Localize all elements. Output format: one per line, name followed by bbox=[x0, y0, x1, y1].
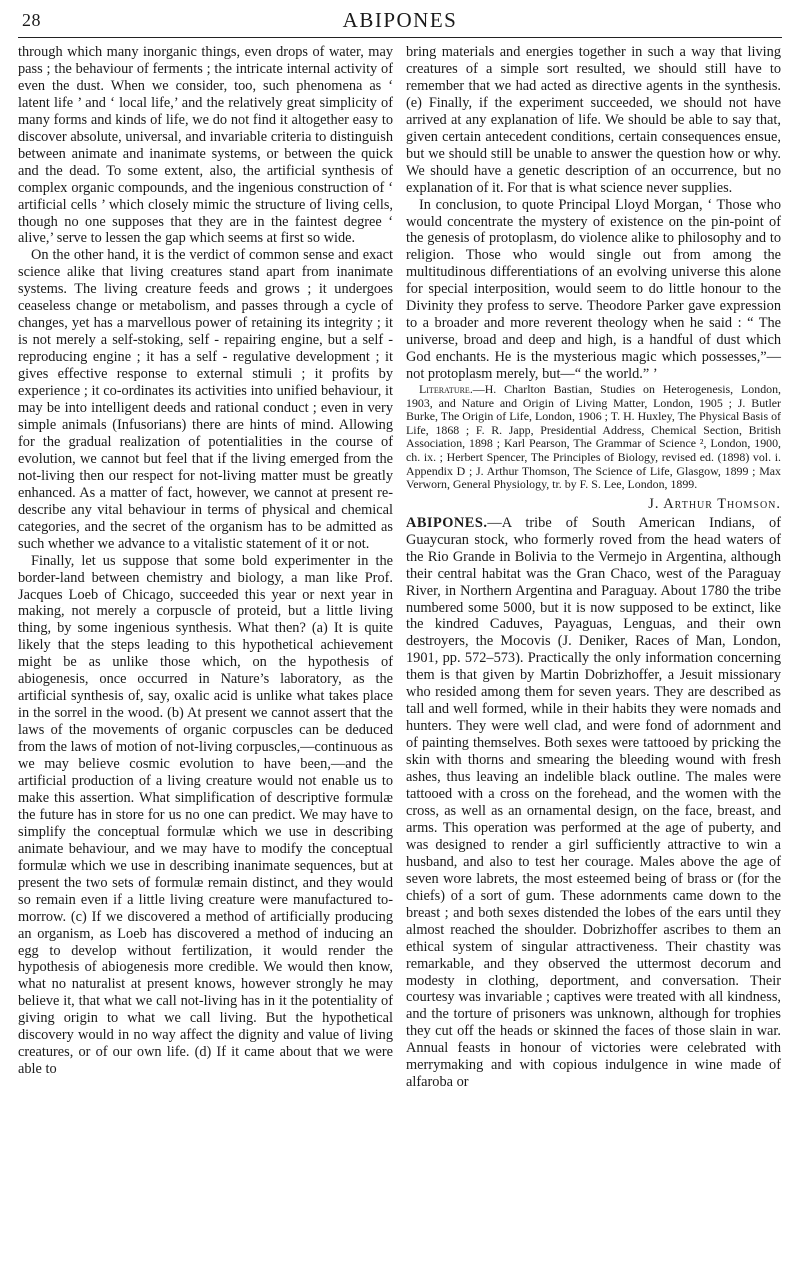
paragraph: bring materials and energies together in such a way that living creatures of a simple sort resulted, we should still have to remember that we had acted as directive agents in the synthesis. (e) Finally, if the experiment succeeded, we should not have arrived at any explanation of life. We should be able to say that, given certain antecedent conditions, certain consequences ensue, but we should still be unable to answer the question how or why. We should have a genetic description of an occurrence, but no explanation of it. For that is what science never supplies. bbox=[406, 44, 781, 196]
page-header bbox=[0, 0, 800, 40]
literature-references bbox=[406, 383, 781, 492]
header-rule bbox=[18, 37, 782, 38]
paragraph: On the other hand, it is the verdict of common sense and exact science alike that living creatures stand apart from inanimate systems. The living creature feeds and grows ; it undergoes ceaseless change or metabolism, and passes through a cycle of changes, yet has a marvellous power of retaining its integrity ; it is not merely a self-stoking, self - repairing engine, but a self - reproducing engine ; it has a self - regulative development ; it gives effective response to external stimuli ; it profits by experience ; it co-ordinates its activities into unified behaviour, it may be into intelligent deeds and rational conduct ; even in very simple animals (Infusorians) there are hints of mind. Allowing for the gradual realization of potentialities in the course of evolution, we cannot but feel that if the living emerged from the not-living then our respect for not-living matter must be greatly enhanced. As a matter of fact, however, we cannot at present re-describe any vital behaviour in terms of physical and chemical categories, and the secret of the organism has to be admitted as such whether we advance to a vitalistic statement of it or not. bbox=[18, 247, 393, 552]
running-title: ABIPONES bbox=[342, 8, 458, 32]
paragraph: In conclusion, to quote Principal Lloyd Morgan, ‘ Those who would concentrate the mystery of existence on the pin-point of the genesis of protoplasm, do violence alike to philosophy and to religion. Those who would single out from among the multitudinous differentiations of an evolving universe this alone for special interposition, would seem to do little honour to the Divinity they profess to serve. Theodore Parker gave expression to a broader and more reverent theology when he said : “ The universe, broad and deep and high, is a handful of dust which God enchants. He is the mysterious magic which possesses,”—not protoplasm merely, but—“ the world.” ’ bbox=[406, 196, 781, 383]
paragraph: Finally, let us suppose that some bold experimenter in the border-land between chemistry and biology, a man like Prof. Jacques Loeb of Chicago, succeeded this year or next year in making, not merely a corpuscle of proteid, but a little living thing, by some ingenious synthesis. What then? (a) It is quite likely that the steps leading to this hypothetical achievement might be as unlike those which, on the hypothesis of abiogenesis, once occurred in Nature’s laboratory, as the artificial synthesis of, say, oxalic acid is unlike what takes place in the sorrel in the wood. (b) At present we cannot assert that the laws of the movements of organic corpuscles can be deduced from the laws of motion of not-living corpuscles,—continuous as we may believe cosmic evolution to have been,—and the artificial production of a living creature would not enable us to make this assertion. What simplification of descriptive formulæ the future has in store for us no one can predict. We may have to simplify the conceptual formulæ which we use in describing animate behaviour, and we may have to modify the conceptual formulæ which we use in describing inanimate sequences, but at present the two sets of formulæ remain distinct, and they would so remain even if a little living creature were manufactured to-morrow. (c) If we discovered a method of artificially producing an organism, as Loeb has discovered a method of inducing an egg to develop without fertilization, it would render the hypothesis of abiogenesis more credible. We would then know, what no naturalist at present knows, however strongly he may believe it, that what we call not-living has in it the potentiality of giving origin to what we call living. But the hypothetical discovery would in no way affect the dignity and value of living creatures, or of our own life. (d) If it came about that we were able to bbox=[18, 552, 393, 1078]
article-abipones bbox=[406, 515, 781, 1091]
literature-list: —H. Charlton Bastian, Studies on Heterogenesis, London, 1903, and Nature and Origin of Living Matter, London, 1905 ; J. Butler Burke, The Origin of Life, London, 1906 ; T. H. Huxley, The Physical Basis of Life, 1868 ; F. R. Japp, Presidential Address, Chemical Section, British Association, 1898 ; Karl Pearson, The Grammar of Science ², London, 1900, ch. ix. ; Herbert Spencer, The Principles of Biology, revised ed. (1898) vol. i. Appendix D ; J. Arthur Thomson, The Science of Life, Glasgow, 1899 ; Max Verworn, General Physiology, tr. by F. S. Lee, London, 1899. bbox=[406, 382, 781, 492]
paragraph: through which many inorganic things, even drops of water, may pass ; the behaviour of ferments ; the intricate internal activity of even the dust. When we consider, too, such phenomena as ‘ latent life ’ and ‘ local life,’ and the relatively great simplicity of many forms and kinds of life, we do not find it altogether easy to discover absolute, universal, and invariable criteria to distinguish between animate and inanimate systems, or between the quick and the dead. To some extent, also, the artificial synthesis of complex organic compounds, and the ingenious construction of ‘ artificial cells ’ which closely mimic the structure of living cells, though no one supposes that they are in the faintest degree ‘ alive,’ serve to lessen the gap which seems at first so wide. bbox=[18, 44, 393, 247]
right-column bbox=[406, 44, 781, 1091]
page-number: 28 bbox=[22, 10, 41, 30]
literature-label: Literature. bbox=[419, 382, 473, 397]
left-column bbox=[18, 44, 393, 1078]
article-text: —A tribe of South American Indians, of Guaycuran stock, who formerly roved from the head waters of the Rio Grande in Bolivia to the Vermejo in Argentina, although their central habitat was the Gran Chaco, west of the Paraguay River, in Northern Argentina and Paraguay. About 1780 the tribe numbered some 5000, but it is now supposed to be extinct, like the kindred Caduves, Payaguas, Lenguas, and their own destroyers, the Mocovis (J. Deniker, Races of Man, London, 1901, pp. 572–573). Practically the only information concerning them is that given by Martin Dobrizhoffer, a Jesuit missionary who resided among them for seven years. They are described as tall and well formed, while in their habits they were nomads and hunters. They were well clad, and were fond of adornment and of painting themselves. Both sexes were tattooed by pricking the skin with thorns and smearing the bleeding wound with fresh ashes, thus leaving an indelible black outline. The males were tattooed with a cross on the forehead, and the women with the cross, as well as an ornamental design, on the face, breast, and arms. This operation was performed at the age of puberty, and was designed to render a girl sufficiently attractive to win a husband, and also to test her courage. Males above the age of seven wore labrets, the most esteemed being of brass or (for the chiefs) of a sort of gum. These adornments came down to the breast ; and both sexes distended the lobes of the ears until they almost reached the shoulder. Dobrizhoffer ascribes to them an ethical system of singular attractiveness. Their chastity was remarkable, and they observed the uttermost decorum and modesty in clothing, deportment, and conversation. Their courtesy was invariable ; captives were treated with all kindness, and the torture of prisoners was unknown, although for trophies they cut off the heads or skinned the faces of those slain in war. Annual feasts in honour of victories were celebrated with merrymaking and with copious indulgence in wine made of alfaroba or bbox=[406, 514, 781, 1091]
article-heading: ABIPONES. bbox=[406, 514, 488, 531]
author-signature: J. Arthur Thomson. bbox=[648, 495, 781, 512]
